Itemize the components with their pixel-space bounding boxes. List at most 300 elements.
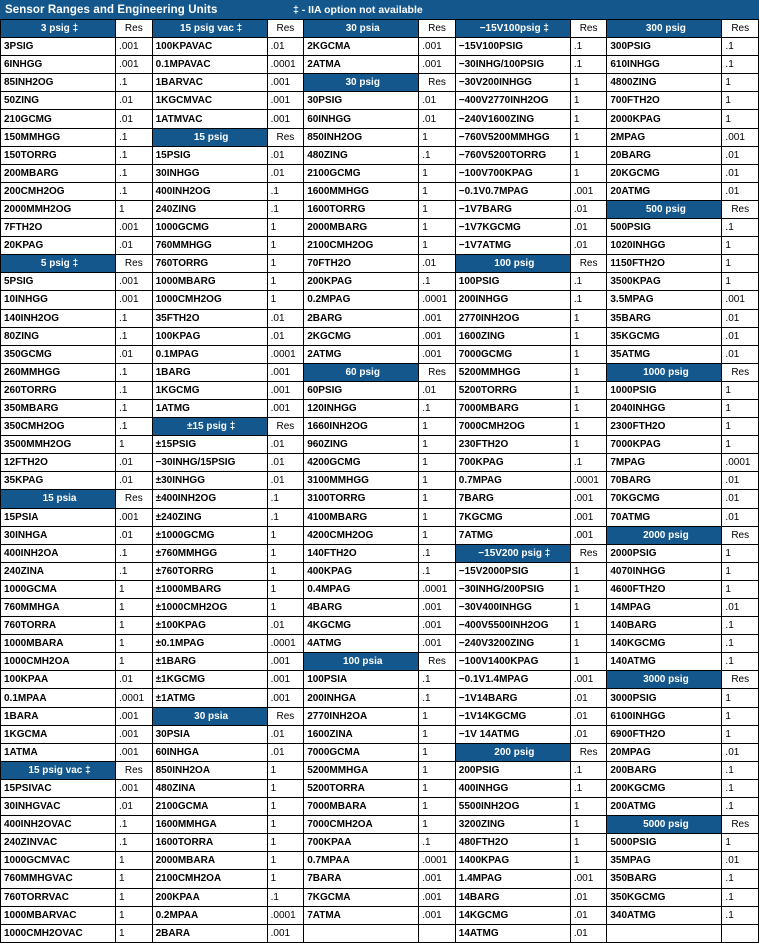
table-row bbox=[1, 834, 759, 852]
range-code-cell: 10INHGG bbox=[1, 291, 116, 309]
resolution-cell: .1 bbox=[419, 834, 456, 852]
resolution-cell: 1 bbox=[116, 635, 153, 653]
resolution-cell: .001 bbox=[419, 38, 456, 56]
resolution-cell: 1 bbox=[419, 418, 456, 436]
range-code-cell: 14BARG bbox=[455, 888, 570, 906]
range-code-cell: −1V7ATMG bbox=[455, 237, 570, 255]
range-code-cell: ±760TORRG bbox=[152, 562, 267, 580]
resolution-cell: .001 bbox=[267, 671, 304, 689]
range-code-cell: 150TORRG bbox=[1, 146, 116, 164]
resolution-header: Res bbox=[267, 707, 304, 725]
resolution-cell: 1 bbox=[419, 237, 456, 255]
title-note: ‡ - IIA option not available bbox=[293, 3, 423, 16]
resolution-cell: .001 bbox=[570, 870, 607, 888]
range-code-cell: 30INHGVAC bbox=[1, 798, 116, 816]
range-code-cell: 35MPAG bbox=[607, 852, 722, 870]
resolution-cell: 1 bbox=[116, 924, 153, 942]
range-code-cell: −400V5500INH2OG bbox=[455, 617, 570, 635]
resolution-cell: .01 bbox=[570, 906, 607, 924]
resolution-cell: 1 bbox=[419, 725, 456, 743]
resolution-cell: 1 bbox=[722, 74, 759, 92]
range-code-cell: 1KGCMG bbox=[152, 381, 267, 399]
resolution-cell: .01 bbox=[570, 689, 607, 707]
range-code-cell: 70BARG bbox=[607, 472, 722, 490]
range-code-cell: 960ZING bbox=[304, 436, 419, 454]
range-code-cell: 3000PSIG bbox=[607, 689, 722, 707]
range-code-cell: 140ATMG bbox=[607, 653, 722, 671]
resolution-cell: .1 bbox=[722, 906, 759, 924]
range-code-cell: 760MMHGVAC bbox=[1, 870, 116, 888]
range-code-cell: 1KGCMA bbox=[1, 725, 116, 743]
range-code-cell: −30INHG/15PSIG bbox=[152, 454, 267, 472]
range-code-cell: 1BARG bbox=[152, 363, 267, 381]
range-code-cell: 240ZINVAC bbox=[1, 834, 116, 852]
range-code-cell: −1V14KGCMG bbox=[455, 707, 570, 725]
table-row bbox=[1, 635, 759, 653]
range-code-cell: 5500INH2OG bbox=[455, 798, 570, 816]
range-code-cell: 1000CMH2OVAC bbox=[1, 924, 116, 942]
range-code-cell: 2KGCMA bbox=[304, 38, 419, 56]
range-code-cell: 70FTH2O bbox=[304, 255, 419, 273]
range-code-cell: 1000MBARVAC bbox=[1, 906, 116, 924]
resolution-cell: 1 bbox=[570, 309, 607, 327]
resolution-cell: 1 bbox=[419, 219, 456, 237]
resolution-cell: 1 bbox=[570, 399, 607, 417]
range-code-cell: −1V 14ATMG bbox=[455, 725, 570, 743]
resolution-cell: .01 bbox=[722, 743, 759, 761]
resolution-cell: .001 bbox=[116, 56, 153, 74]
resolution-cell: 1 bbox=[267, 779, 304, 797]
resolution-cell: .01 bbox=[722, 599, 759, 617]
range-code-cell: 100PSIG bbox=[455, 273, 570, 291]
resolution-header: Res bbox=[116, 490, 153, 508]
resolution-cell: 1 bbox=[570, 418, 607, 436]
range-code-cell: 200KPAG bbox=[304, 273, 419, 291]
resolution-cell: .01 bbox=[722, 327, 759, 345]
range-code-cell: 0.1MPAG bbox=[152, 345, 267, 363]
range-code-cell: ±1KGCMG bbox=[152, 671, 267, 689]
resolution-cell: 1 bbox=[419, 436, 456, 454]
range-code-cell: 850INH2OA bbox=[152, 761, 267, 779]
range-code-cell: 400INHGG bbox=[455, 779, 570, 797]
resolution-cell: .001 bbox=[267, 110, 304, 128]
range-code-cell: 7KGCMG bbox=[455, 508, 570, 526]
range-code-cell: −240V1600ZING bbox=[455, 110, 570, 128]
resolution-cell: .01 bbox=[116, 671, 153, 689]
range-code-cell: 4800ZING bbox=[607, 74, 722, 92]
resolution-cell: 1 bbox=[722, 110, 759, 128]
resolution-cell: .001 bbox=[570, 508, 607, 526]
resolution-cell: .01 bbox=[570, 725, 607, 743]
resolution-cell: .001 bbox=[267, 363, 304, 381]
range-code-cell: −15V2000PSIG bbox=[455, 562, 570, 580]
resolution-cell: 1 bbox=[267, 255, 304, 273]
resolution-cell: 1 bbox=[419, 182, 456, 200]
resolution-cell: .001 bbox=[116, 219, 153, 237]
resolution-cell: .1 bbox=[570, 761, 607, 779]
range-code-cell: 240ZING bbox=[152, 200, 267, 218]
range-code-cell: 350BARG bbox=[607, 870, 722, 888]
resolution-cell: .1 bbox=[116, 164, 153, 182]
resolution-cell: .001 bbox=[116, 779, 153, 797]
resolution-cell: .1 bbox=[722, 38, 759, 56]
range-code-cell: 1600TORRG bbox=[304, 200, 419, 218]
resolution-cell: .1 bbox=[267, 182, 304, 200]
resolution-cell: .001 bbox=[570, 671, 607, 689]
table-row bbox=[1, 309, 759, 327]
resolution-cell: 1 bbox=[570, 327, 607, 345]
range-code-cell: 700FTH2O bbox=[607, 92, 722, 110]
table-row bbox=[1, 562, 759, 580]
table-row bbox=[1, 852, 759, 870]
range-code-cell: 610INHGG bbox=[607, 56, 722, 74]
range-code-cell: 2KGCMG bbox=[304, 327, 419, 345]
range-code-cell: 7000CMH2OA bbox=[304, 816, 419, 834]
resolution-cell: 1 bbox=[116, 617, 153, 635]
table-row bbox=[1, 761, 759, 779]
resolution-cell: .1 bbox=[570, 779, 607, 797]
range-code-cell: ±15PSIG bbox=[152, 436, 267, 454]
range-code-cell: −0.1V0.7MPAG bbox=[455, 182, 570, 200]
resolution-cell: 1 bbox=[419, 454, 456, 472]
range-code-cell: 7MPAG bbox=[607, 454, 722, 472]
resolution-cell: .1 bbox=[722, 56, 759, 74]
range-code-cell: 140KGCMG bbox=[607, 635, 722, 653]
resolution-cell: .001 bbox=[267, 399, 304, 417]
resolution-cell: 1 bbox=[570, 363, 607, 381]
range-code-cell: 120INHGG bbox=[304, 399, 419, 417]
resolution-cell: .001 bbox=[419, 617, 456, 635]
resolution-cell: .1 bbox=[116, 399, 153, 417]
range-code-cell: −1V7KGCMG bbox=[455, 219, 570, 237]
range-code-cell: 7KGCMA bbox=[304, 888, 419, 906]
table-row bbox=[1, 689, 759, 707]
resolution-cell: .1 bbox=[267, 490, 304, 508]
range-code-cell: 6100INHGG bbox=[607, 707, 722, 725]
resolution-cell: 1 bbox=[419, 472, 456, 490]
resolution-cell: .01 bbox=[267, 743, 304, 761]
range-code-cell: 3200ZING bbox=[455, 816, 570, 834]
range-code-cell: 100KPAVAC bbox=[152, 38, 267, 56]
resolution-cell: .001 bbox=[267, 653, 304, 671]
range-code-cell: −760V5200MMHGG bbox=[455, 128, 570, 146]
resolution-cell: 1 bbox=[570, 92, 607, 110]
range-code-cell: 2770INH2OG bbox=[455, 309, 570, 327]
range-code-cell: 700KPAG bbox=[455, 454, 570, 472]
range-code-cell: 1KGCMVAC bbox=[152, 92, 267, 110]
resolution-cell: .01 bbox=[419, 110, 456, 128]
resolution-cell: .001 bbox=[116, 508, 153, 526]
table-row bbox=[1, 906, 759, 924]
table-row bbox=[1, 888, 759, 906]
resolution-cell: .1 bbox=[419, 399, 456, 417]
resolution-cell: 1 bbox=[419, 743, 456, 761]
resolution-cell: .1 bbox=[116, 182, 153, 200]
group-header: ±15 psig ‡ bbox=[152, 418, 267, 436]
range-code-cell: −100V700KPAG bbox=[455, 164, 570, 182]
range-code-cell: 480FTH2O bbox=[455, 834, 570, 852]
range-code-cell: −30V400INHGG bbox=[455, 599, 570, 617]
group-header: 30 psig bbox=[304, 74, 419, 92]
range-code-cell: 1600ZINA bbox=[304, 725, 419, 743]
range-code-cell: 4200GCMG bbox=[304, 454, 419, 472]
resolution-cell: .1 bbox=[116, 816, 153, 834]
range-code-cell: 7000GCMG bbox=[455, 345, 570, 363]
resolution-cell: .001 bbox=[419, 635, 456, 653]
resolution-cell: 1 bbox=[570, 852, 607, 870]
resolution-cell: 1 bbox=[116, 580, 153, 598]
resolution-cell: .01 bbox=[267, 146, 304, 164]
sensor-ranges-table bbox=[0, 19, 759, 943]
range-code-cell: 100KPAA bbox=[1, 671, 116, 689]
resolution-cell: 1 bbox=[570, 146, 607, 164]
range-code-cell: 400INH2OG bbox=[152, 182, 267, 200]
range-code-cell: 400INH2OA bbox=[1, 544, 116, 562]
group-header: 100 psia bbox=[304, 653, 419, 671]
range-code-cell: 760TORRG bbox=[152, 255, 267, 273]
resolution-cell: 1 bbox=[570, 635, 607, 653]
range-code-cell: −1V14BARG bbox=[455, 689, 570, 707]
range-code-cell: −760V5200TORRG bbox=[455, 146, 570, 164]
resolution-cell: .0001 bbox=[722, 454, 759, 472]
resolution-cell: .1 bbox=[722, 870, 759, 888]
range-code-cell: 2000MBARA bbox=[152, 852, 267, 870]
resolution-header: Res bbox=[116, 20, 153, 38]
resolution-cell: .01 bbox=[722, 345, 759, 363]
range-code-cell: 2BARA bbox=[152, 924, 267, 942]
resolution-cell: .001 bbox=[116, 273, 153, 291]
resolution-cell: 1 bbox=[267, 273, 304, 291]
resolution-cell: 1 bbox=[419, 128, 456, 146]
range-code-cell: 480ZING bbox=[304, 146, 419, 164]
range-code-cell: 15PSIG bbox=[152, 146, 267, 164]
resolution-cell: 1 bbox=[116, 200, 153, 218]
range-code-cell: 7BARA bbox=[304, 870, 419, 888]
range-code-cell: ±400INH2OG bbox=[152, 490, 267, 508]
range-code-cell: 140BARG bbox=[607, 617, 722, 635]
range-code-cell: 500PSIG bbox=[607, 219, 722, 237]
range-code-cell: ±1000MBARG bbox=[152, 580, 267, 598]
range-code-cell: 2MPAG bbox=[607, 128, 722, 146]
resolution-cell: .001 bbox=[267, 92, 304, 110]
table-row bbox=[1, 924, 759, 942]
resolution-cell: .0001 bbox=[419, 852, 456, 870]
table-row bbox=[1, 508, 759, 526]
table-row bbox=[1, 74, 759, 92]
range-code-cell: 100PSIA bbox=[304, 671, 419, 689]
group-header: 5000 psig bbox=[607, 816, 722, 834]
range-code-cell: 5200MMHGG bbox=[455, 363, 570, 381]
resolution-cell: .1 bbox=[419, 671, 456, 689]
range-code-cell: 7000MBARG bbox=[455, 399, 570, 417]
range-code-cell: 200ATMG bbox=[607, 798, 722, 816]
resolution-cell: 1 bbox=[116, 653, 153, 671]
resolution-cell: .001 bbox=[419, 906, 456, 924]
resolution-cell: .1 bbox=[722, 653, 759, 671]
table-row bbox=[1, 291, 759, 309]
range-code-cell: 50ZING bbox=[1, 92, 116, 110]
range-code-cell: 30PSIG bbox=[304, 92, 419, 110]
range-code-cell: 7FTH2O bbox=[1, 219, 116, 237]
resolution-cell: 1 bbox=[116, 870, 153, 888]
range-code-cell: 2ATMA bbox=[304, 56, 419, 74]
group-header: 15 psia bbox=[1, 490, 116, 508]
resolution-header: Res bbox=[267, 418, 304, 436]
range-code-cell: −240V3200ZING bbox=[455, 635, 570, 653]
range-code-cell: 1660INH2OG bbox=[304, 418, 419, 436]
group-header: 100 psig bbox=[455, 255, 570, 273]
group-header: 3 psig ‡ bbox=[1, 20, 116, 38]
range-code-cell: 760MMHGA bbox=[1, 599, 116, 617]
resolution-cell: 1 bbox=[722, 580, 759, 598]
resolution-cell: 1 bbox=[267, 816, 304, 834]
resolution-header: Res bbox=[419, 653, 456, 671]
resolution-cell: .0001 bbox=[267, 345, 304, 363]
group-header: 30 psia bbox=[304, 20, 419, 38]
range-code-cell: 0.7MPAG bbox=[455, 472, 570, 490]
resolution-cell: .01 bbox=[570, 219, 607, 237]
resolution-cell: 1 bbox=[722, 436, 759, 454]
resolution-cell: 1 bbox=[722, 689, 759, 707]
resolution-cell: 1 bbox=[722, 725, 759, 743]
table-row bbox=[1, 436, 759, 454]
table-row bbox=[1, 110, 759, 128]
resolution-cell: .001 bbox=[267, 381, 304, 399]
range-code-cell: 6INHGG bbox=[1, 56, 116, 74]
range-code-cell: 2100CMH2OA bbox=[152, 870, 267, 888]
resolution-cell: .1 bbox=[116, 363, 153, 381]
range-code-cell: 1000CMH2OG bbox=[152, 291, 267, 309]
range-code-cell: 140INH2OG bbox=[1, 309, 116, 327]
resolution-cell: .001 bbox=[419, 327, 456, 345]
range-code-cell: −100V1400KPAG bbox=[455, 653, 570, 671]
range-code-cell: 350GCMG bbox=[1, 345, 116, 363]
table-row bbox=[1, 399, 759, 417]
resolution-cell: 1 bbox=[570, 74, 607, 92]
resolution-cell: 1 bbox=[570, 599, 607, 617]
resolution-cell: 1 bbox=[722, 255, 759, 273]
resolution-cell: .1 bbox=[419, 273, 456, 291]
range-code-cell: 35FTH2O bbox=[152, 309, 267, 327]
range-code-cell: 1ATMG bbox=[152, 399, 267, 417]
resolution-cell: .1 bbox=[267, 888, 304, 906]
range-code-cell: 1BARA bbox=[1, 707, 116, 725]
range-code-cell: 80ZING bbox=[1, 327, 116, 345]
resolution-header: Res bbox=[267, 128, 304, 146]
range-code-cell: −1V7BARG bbox=[455, 200, 570, 218]
range-code-cell: 140FTH2O bbox=[304, 544, 419, 562]
table-row bbox=[1, 38, 759, 56]
range-code-cell: ±240ZING bbox=[152, 508, 267, 526]
range-code-cell: 1ATMVAC bbox=[152, 110, 267, 128]
range-code-cell: 15PSIA bbox=[1, 508, 116, 526]
range-code-cell: 1000PSIG bbox=[607, 381, 722, 399]
resolution-cell: .1 bbox=[116, 562, 153, 580]
resolution-cell: 1 bbox=[267, 219, 304, 237]
range-code-cell: 14ATMG bbox=[455, 924, 570, 942]
range-code-cell: −400V2770INH2OG bbox=[455, 92, 570, 110]
range-code-cell: 2100GCMA bbox=[152, 798, 267, 816]
table-row bbox=[1, 472, 759, 490]
range-code-cell: 2100GCMG bbox=[304, 164, 419, 182]
resolution-header: Res bbox=[722, 816, 759, 834]
range-code-cell: 60INHGG bbox=[304, 110, 419, 128]
table-row bbox=[1, 418, 759, 436]
resolution-cell: 1 bbox=[116, 599, 153, 617]
resolution-header: Res bbox=[116, 761, 153, 779]
resolution-cell: 1 bbox=[267, 599, 304, 617]
resolution-cell: .1 bbox=[419, 562, 456, 580]
range-code-cell: 20BARG bbox=[607, 146, 722, 164]
resolution-cell: .1 bbox=[722, 635, 759, 653]
table-row bbox=[1, 219, 759, 237]
resolution-cell: .001 bbox=[419, 888, 456, 906]
resolution-cell: .1 bbox=[116, 834, 153, 852]
range-code-cell: ±0.1MPAG bbox=[152, 635, 267, 653]
range-code-cell: 5200TORRG bbox=[455, 381, 570, 399]
resolution-cell: 1 bbox=[722, 418, 759, 436]
range-code-cell: 0.2MPAA bbox=[152, 906, 267, 924]
range-code-cell: 4KGCMG bbox=[304, 617, 419, 635]
range-code-cell: 0.1MPAA bbox=[1, 689, 116, 707]
range-code-cell: 3100MMHGG bbox=[304, 472, 419, 490]
resolution-cell: 1 bbox=[722, 92, 759, 110]
range-code-cell: −30INHG/200PSIG bbox=[455, 580, 570, 598]
resolution-header: Res bbox=[722, 20, 759, 38]
resolution-cell: .01 bbox=[116, 237, 153, 255]
table-row bbox=[1, 580, 759, 598]
resolution-cell: .001 bbox=[570, 526, 607, 544]
range-code-cell: 70KGCMG bbox=[607, 490, 722, 508]
resolution-cell: 1 bbox=[267, 562, 304, 580]
resolution-cell: .001 bbox=[116, 707, 153, 725]
table-row bbox=[1, 599, 759, 617]
resolution-cell: .001 bbox=[419, 56, 456, 74]
resolution-cell: .01 bbox=[267, 725, 304, 743]
resolution-cell: .01 bbox=[722, 146, 759, 164]
resolution-cell: .01 bbox=[116, 798, 153, 816]
range-code-cell: 20MPAG bbox=[607, 743, 722, 761]
resolution-cell: 1 bbox=[267, 291, 304, 309]
range-code-cell: 60INHGA bbox=[152, 743, 267, 761]
resolution-cell: .0001 bbox=[267, 56, 304, 74]
range-code-cell: 35BARG bbox=[607, 309, 722, 327]
range-code-cell: 200CMH2OG bbox=[1, 182, 116, 200]
resolution-cell: .1 bbox=[419, 689, 456, 707]
table-row bbox=[1, 345, 759, 363]
table-row bbox=[1, 327, 759, 345]
range-code-cell: 2300FTH2O bbox=[607, 418, 722, 436]
table-row bbox=[1, 146, 759, 164]
range-code-cell: 400INH2OVAC bbox=[1, 816, 116, 834]
resolution-cell: .01 bbox=[267, 472, 304, 490]
resolution-cell: .0001 bbox=[419, 580, 456, 598]
table-row bbox=[1, 743, 759, 761]
range-code-cell: 14MPAG bbox=[607, 599, 722, 617]
range-code-cell: 1020INHGG bbox=[607, 237, 722, 255]
range-code-cell: 0.1MPAVAC bbox=[152, 56, 267, 74]
table-row bbox=[1, 617, 759, 635]
resolution-cell: .01 bbox=[267, 327, 304, 345]
resolution-cell: .01 bbox=[722, 164, 759, 182]
resolution-cell: 1 bbox=[722, 544, 759, 562]
resolution-cell: 1 bbox=[722, 707, 759, 725]
resolution-header: Res bbox=[419, 74, 456, 92]
resolution-cell: .01 bbox=[116, 472, 153, 490]
range-code-cell: 350MBARG bbox=[1, 399, 116, 417]
resolution-cell: .001 bbox=[419, 345, 456, 363]
resolution-cell: .01 bbox=[267, 164, 304, 182]
